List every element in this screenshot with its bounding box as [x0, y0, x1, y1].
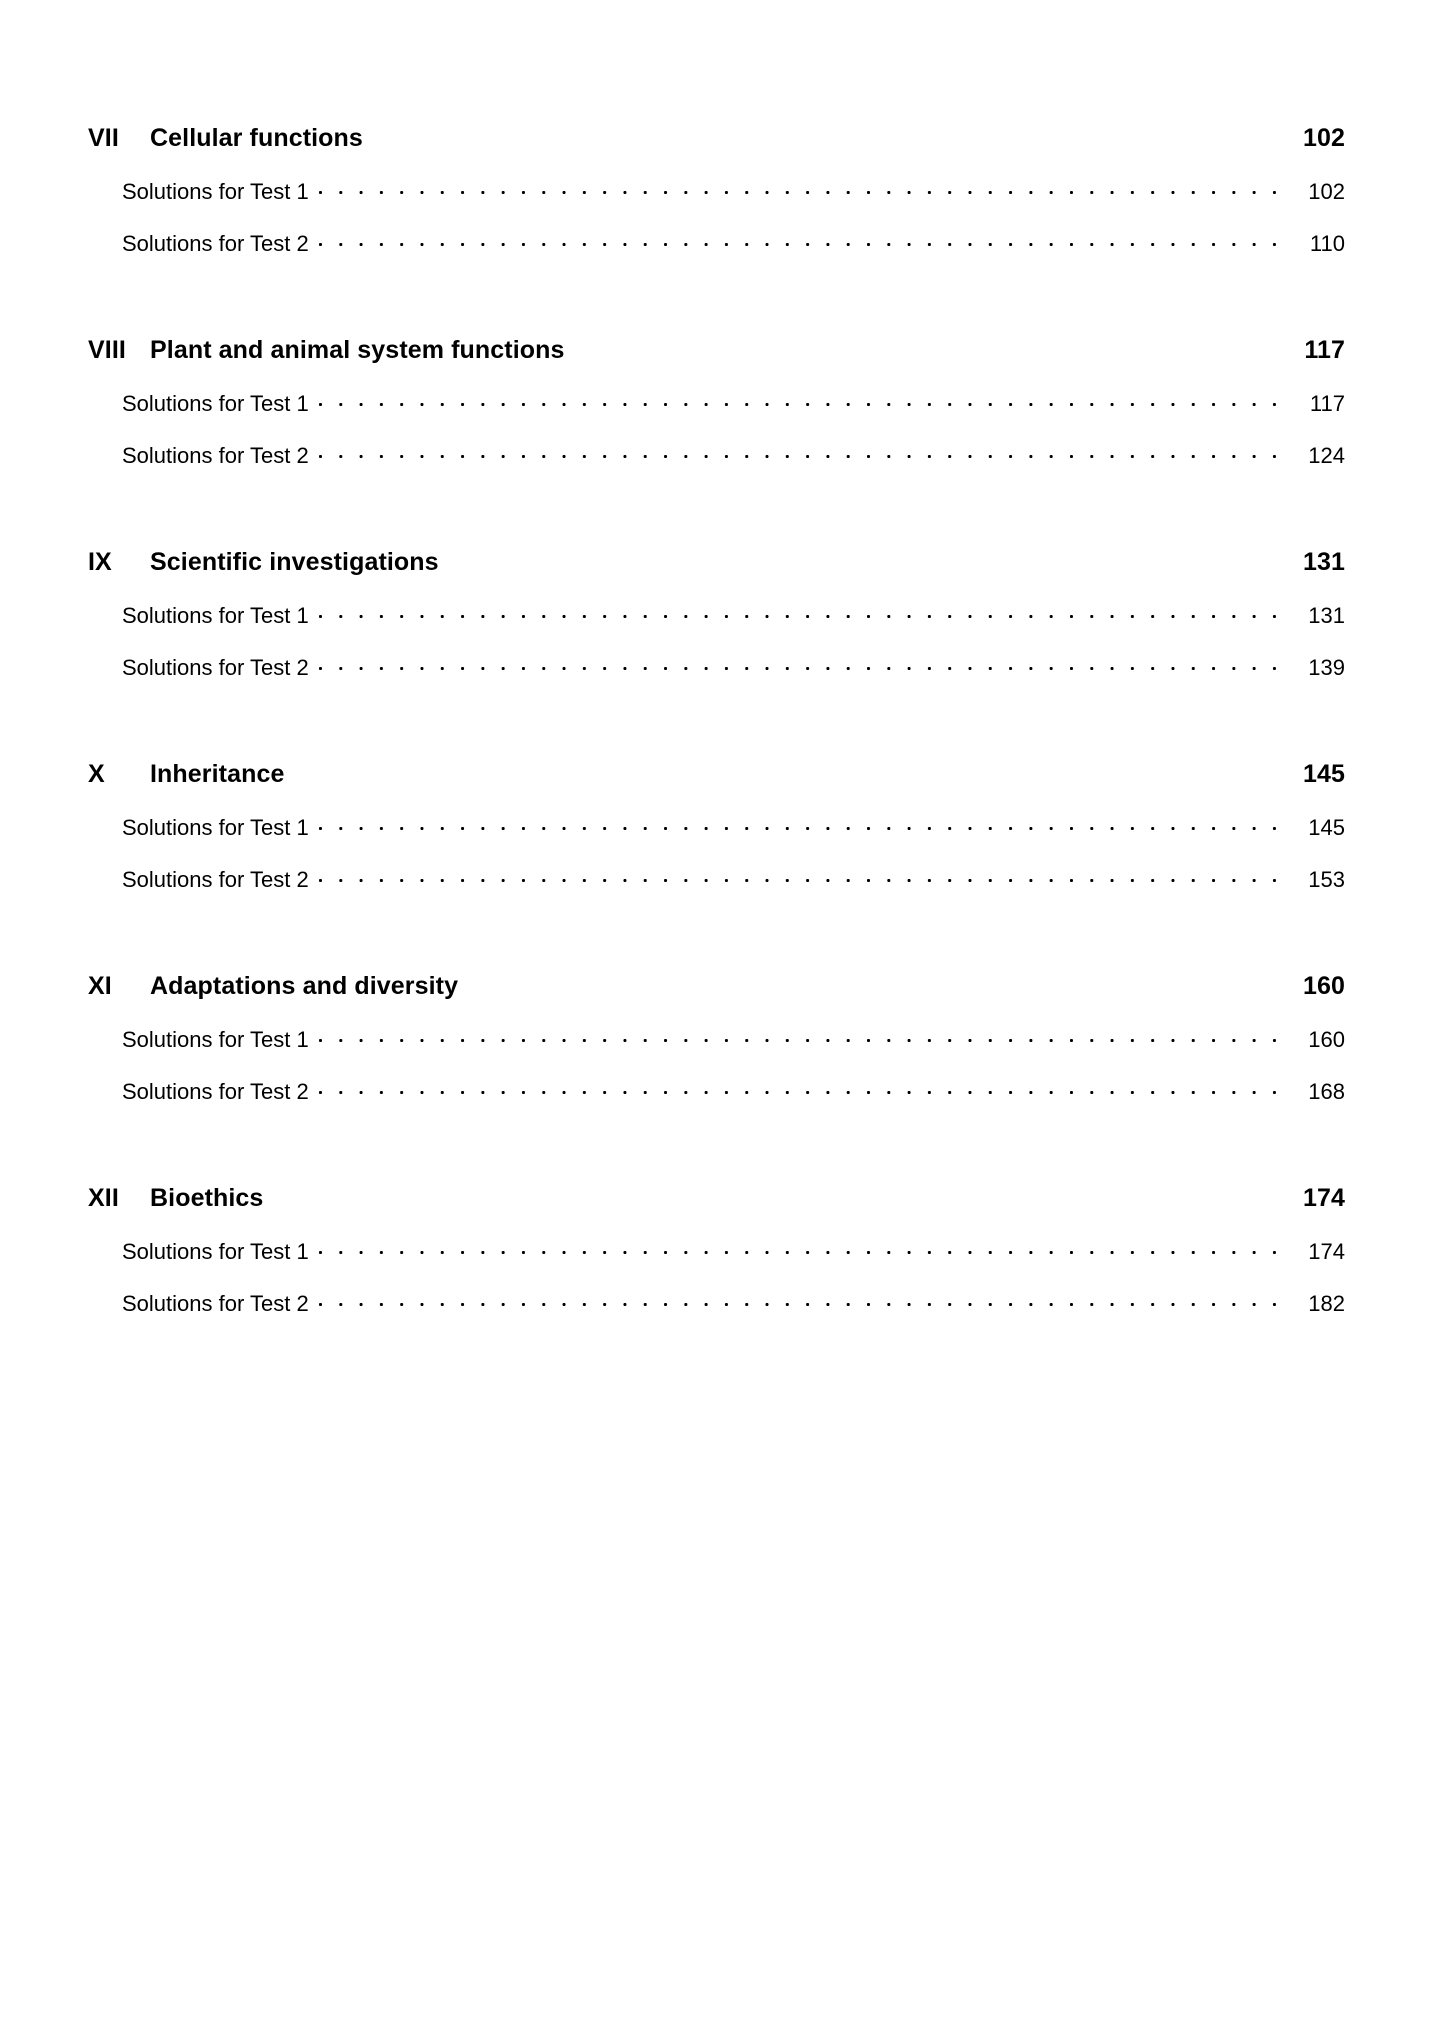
toc-entry-label: Solutions for Test 1: [122, 1027, 309, 1052]
toc-entry-page-number: 160: [1308, 1027, 1345, 1052]
toc-entry-label: Solutions for Test 1: [122, 179, 309, 204]
toc-entry-label: Solutions for Test 2: [122, 655, 309, 680]
toc-entry[interactable]: [88, 378, 1345, 430]
chapter-page-number: 174: [1302, 1184, 1345, 1212]
toc-entry-page-number: 117: [1309, 391, 1345, 416]
dot-leader: [313, 1077, 1285, 1099]
chapter-title: Inheritance: [150, 760, 285, 788]
chapter-block: [88, 322, 1345, 482]
toc-entry-page-number: 124: [1308, 443, 1345, 468]
chapter-numeral: X: [88, 760, 105, 788]
dot-leader: [313, 865, 1285, 887]
dot-leader: [313, 1289, 1285, 1311]
chapter-title: Plant and animal system functions: [150, 336, 565, 364]
toc-entry-page-number: 102: [1308, 179, 1345, 204]
toc-entry-page-number: 182: [1308, 1291, 1345, 1316]
toc-entry-label: Solutions for Test 2: [122, 443, 309, 468]
toc-entry-page-number: 110: [1309, 231, 1345, 256]
chapter-numeral: XII: [88, 1184, 119, 1212]
chapter-block: [88, 534, 1345, 694]
toc-entry[interactable]: [88, 166, 1345, 218]
toc-entry-label: Solutions for Test 2: [122, 1079, 309, 1104]
toc-entry-page-number: 153: [1308, 867, 1345, 892]
dot-leader: [313, 813, 1285, 835]
chapter-heading[interactable]: [88, 958, 1345, 1014]
dot-leader: [313, 601, 1285, 623]
chapter-heading[interactable]: [88, 110, 1345, 166]
chapter-numeral: XI: [88, 972, 112, 1000]
chapter-block: [88, 958, 1345, 1118]
dot-leader: [313, 1025, 1285, 1047]
chapter-page-number: 102: [1302, 124, 1345, 152]
chapter-page-number: 131: [1302, 548, 1345, 576]
toc-entry[interactable]: [88, 1226, 1345, 1278]
chapter-title: Cellular functions: [150, 124, 363, 152]
chapter-page-number: 160: [1302, 972, 1345, 1000]
table-of-contents: [88, 110, 1345, 1330]
toc-entry[interactable]: [88, 1066, 1345, 1118]
chapter-numeral: VII: [88, 124, 119, 152]
toc-entry-page-number: 174: [1308, 1239, 1345, 1264]
toc-entry-label: Solutions for Test 1: [122, 391, 309, 416]
toc-entry-page-number: 139: [1308, 655, 1345, 680]
toc-entry-label: Solutions for Test 1: [122, 603, 309, 628]
toc-entry-label: Solutions for Test 2: [122, 867, 309, 892]
toc-entry[interactable]: [88, 802, 1345, 854]
chapter-numeral: IX: [88, 548, 112, 576]
toc-entry[interactable]: [88, 590, 1345, 642]
chapter-block: [88, 746, 1345, 906]
chapter-block: [88, 110, 1345, 270]
chapter-numeral: VIII: [88, 336, 126, 364]
toc-entry-label: Solutions for Test 2: [122, 1291, 309, 1316]
dot-leader: [313, 229, 1285, 251]
toc-entry-page-number: 145: [1308, 815, 1345, 840]
chapter-title: Scientific investigations: [150, 548, 439, 576]
toc-entry[interactable]: [88, 1278, 1345, 1330]
dot-leader: [313, 177, 1285, 199]
toc-entry-label: Solutions for Test 1: [122, 1239, 309, 1264]
toc-entry-label: Solutions for Test 2: [122, 231, 309, 256]
dot-leader: [313, 389, 1285, 411]
chapter-block: [88, 1170, 1345, 1330]
dot-leader: [313, 1237, 1285, 1259]
chapter-title: Bioethics: [150, 1184, 264, 1212]
toc-entry[interactable]: [88, 430, 1345, 482]
toc-entry-page-number: 168: [1308, 1079, 1345, 1104]
chapter-heading[interactable]: [88, 1170, 1345, 1226]
toc-entry[interactable]: [88, 218, 1345, 270]
toc-entry[interactable]: [88, 1014, 1345, 1066]
toc-entry[interactable]: [88, 642, 1345, 694]
chapter-heading[interactable]: [88, 322, 1345, 378]
chapter-title: Adaptations and diversity: [150, 972, 459, 1000]
chapter-page-number: 145: [1302, 760, 1345, 788]
toc-entry[interactable]: [88, 854, 1345, 906]
chapter-page-number: 117: [1304, 336, 1345, 364]
dot-leader: [313, 653, 1285, 675]
chapter-heading[interactable]: [88, 746, 1345, 802]
dot-leader: [313, 441, 1285, 463]
toc-entry-page-number: 131: [1308, 603, 1345, 628]
chapter-heading[interactable]: [88, 534, 1345, 590]
toc-entry-label: Solutions for Test 1: [122, 815, 309, 840]
